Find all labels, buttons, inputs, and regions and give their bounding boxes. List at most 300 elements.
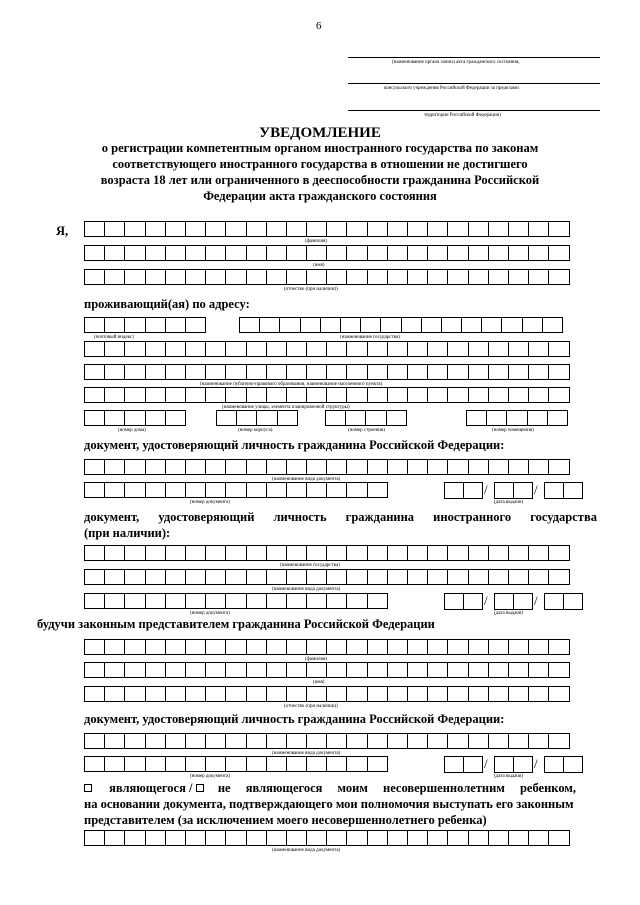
char-cell[interactable] [246, 545, 267, 561]
char-cell[interactable] [326, 387, 347, 403]
char-cell[interactable] [286, 245, 307, 261]
doc-foreign-date-day-1[interactable] [444, 593, 464, 610]
char-cell[interactable] [286, 482, 307, 498]
char-cell[interactable] [407, 639, 428, 655]
char-cell[interactable] [185, 756, 206, 772]
char-cell[interactable] [124, 387, 145, 403]
char-cell[interactable] [407, 221, 428, 237]
municipality-field-2[interactable] [84, 364, 570, 381]
char-cell[interactable] [527, 410, 548, 426]
char-cell[interactable] [306, 387, 327, 403]
char-cell[interactable] [104, 245, 125, 261]
char-cell[interactable] [246, 364, 267, 380]
char-cell[interactable] [387, 364, 408, 380]
char-cell[interactable] [225, 364, 246, 380]
char-cell[interactable] [225, 269, 246, 285]
char-cell[interactable] [407, 569, 428, 585]
char-cell[interactable] [205, 221, 226, 237]
char-cell[interactable] [508, 221, 529, 237]
char-cell[interactable] [407, 686, 428, 702]
doc-rf2-number-field[interactable] [84, 756, 388, 773]
char-cell[interactable] [346, 245, 367, 261]
char-cell[interactable] [528, 221, 549, 237]
char-cell[interactable] [165, 733, 186, 749]
char-cell[interactable] [145, 662, 166, 678]
char-cell[interactable] [145, 593, 166, 609]
rep-name-field[interactable] [84, 662, 570, 679]
char-cell[interactable] [185, 387, 206, 403]
char-cell[interactable] [225, 569, 246, 585]
char-cell[interactable] [84, 545, 105, 561]
char-cell[interactable] [346, 639, 367, 655]
char-cell[interactable] [367, 593, 388, 609]
char-cell[interactable] [346, 662, 367, 678]
char-cell[interactable] [407, 733, 428, 749]
char-cell[interactable] [387, 221, 408, 237]
char-cell[interactable] [528, 364, 549, 380]
char-cell[interactable] [468, 569, 489, 585]
char-cell[interactable] [528, 569, 549, 585]
char-cell[interactable] [145, 482, 166, 498]
char-cell[interactable] [246, 756, 267, 772]
char-cell[interactable] [508, 341, 529, 357]
char-cell[interactable] [84, 410, 105, 426]
char-cell[interactable] [488, 341, 509, 357]
char-cell[interactable] [387, 341, 408, 357]
doc-foreign-date-month-1[interactable] [494, 593, 514, 610]
char-cell[interactable] [427, 733, 448, 749]
char-cell[interactable] [104, 221, 125, 237]
char-cell[interactable] [286, 269, 307, 285]
char-cell[interactable] [205, 459, 226, 475]
char-cell[interactable] [367, 545, 388, 561]
char-cell[interactable] [266, 756, 287, 772]
char-cell[interactable] [508, 830, 529, 846]
char-cell[interactable] [326, 221, 347, 237]
char-cell[interactable] [326, 569, 347, 585]
char-cell[interactable] [508, 459, 529, 475]
char-cell[interactable] [387, 733, 408, 749]
char-cell[interactable] [407, 459, 428, 475]
char-cell[interactable] [205, 662, 226, 678]
char-cell[interactable] [528, 341, 549, 357]
char-cell[interactable] [447, 569, 468, 585]
char-cell[interactable] [528, 545, 549, 561]
char-cell[interactable] [225, 639, 246, 655]
char-cell[interactable] [488, 686, 509, 702]
char-cell[interactable] [427, 830, 448, 846]
char-cell[interactable] [488, 364, 509, 380]
char-cell[interactable] [427, 686, 448, 702]
char-cell[interactable] [266, 830, 287, 846]
char-cell[interactable] [104, 569, 125, 585]
char-cell[interactable] [185, 245, 206, 261]
char-cell[interactable] [427, 269, 448, 285]
char-cell[interactable] [488, 733, 509, 749]
char-cell[interactable] [407, 269, 428, 285]
char-cell[interactable] [528, 830, 549, 846]
char-cell[interactable] [367, 221, 388, 237]
char-cell[interactable] [124, 317, 145, 333]
char-cell[interactable] [286, 459, 307, 475]
char-cell[interactable] [246, 341, 267, 357]
char-cell[interactable] [145, 387, 166, 403]
doc-foreign-date-year-2[interactable] [563, 593, 583, 610]
char-cell[interactable] [266, 221, 287, 237]
doc-foreign-date-month-2[interactable] [513, 593, 533, 610]
char-cell[interactable] [326, 459, 347, 475]
char-cell[interactable] [528, 269, 549, 285]
char-cell[interactable] [300, 317, 321, 333]
char-cell[interactable] [225, 686, 246, 702]
char-cell[interactable] [104, 756, 125, 772]
char-cell[interactable] [205, 733, 226, 749]
doc-rf2-date-day-1[interactable] [444, 756, 464, 773]
char-cell[interactable] [185, 317, 206, 333]
char-cell[interactable] [205, 830, 226, 846]
char-cell[interactable] [185, 662, 206, 678]
char-cell[interactable] [468, 686, 489, 702]
char-cell[interactable] [246, 221, 267, 237]
char-cell[interactable] [367, 482, 388, 498]
char-cell[interactable] [104, 593, 125, 609]
char-cell[interactable] [266, 733, 287, 749]
char-cell[interactable] [326, 686, 347, 702]
char-cell[interactable] [427, 569, 448, 585]
char-cell[interactable] [447, 221, 468, 237]
doc-rf2-date-year-2[interactable] [563, 756, 583, 773]
char-cell[interactable] [246, 686, 267, 702]
char-cell[interactable] [104, 387, 125, 403]
char-cell[interactable] [246, 639, 267, 655]
char-cell[interactable] [548, 341, 569, 357]
char-cell[interactable] [84, 639, 105, 655]
char-cell[interactable] [488, 569, 509, 585]
char-cell[interactable] [205, 245, 226, 261]
char-cell[interactable] [346, 756, 367, 772]
char-cell[interactable] [165, 341, 186, 357]
char-cell[interactable] [447, 733, 468, 749]
char-cell[interactable] [326, 245, 347, 261]
char-cell[interactable] [165, 459, 186, 475]
char-cell[interactable] [225, 387, 246, 403]
doc-rf2-type-field[interactable] [84, 733, 570, 750]
status-doc-type-field[interactable] [84, 830, 570, 847]
char-cell[interactable] [286, 341, 307, 357]
char-cell[interactable] [326, 662, 347, 678]
char-cell[interactable] [266, 269, 287, 285]
char-cell[interactable] [259, 317, 280, 333]
char-cell[interactable] [84, 317, 105, 333]
char-cell[interactable] [185, 482, 206, 498]
char-cell[interactable] [286, 639, 307, 655]
char-cell[interactable] [548, 733, 569, 749]
char-cell[interactable] [306, 662, 327, 678]
char-cell[interactable] [104, 317, 125, 333]
char-cell[interactable] [145, 410, 166, 426]
char-cell[interactable] [508, 269, 529, 285]
char-cell[interactable] [306, 639, 327, 655]
char-cell[interactable] [346, 686, 367, 702]
rep-patronymic-field[interactable] [84, 686, 570, 703]
char-cell[interactable] [225, 341, 246, 357]
char-cell[interactable] [387, 387, 408, 403]
char-cell[interactable] [548, 830, 569, 846]
char-cell[interactable] [205, 639, 226, 655]
doc-rf2-date-month-1[interactable] [494, 756, 514, 773]
char-cell[interactable] [124, 593, 145, 609]
char-cell[interactable] [466, 410, 487, 426]
char-cell[interactable] [427, 221, 448, 237]
char-cell[interactable] [286, 569, 307, 585]
char-cell[interactable] [266, 341, 287, 357]
char-cell[interactable] [185, 686, 206, 702]
char-cell[interactable] [508, 569, 529, 585]
char-cell[interactable] [84, 221, 105, 237]
char-cell[interactable] [501, 317, 522, 333]
char-cell[interactable] [548, 245, 569, 261]
char-cell[interactable] [165, 686, 186, 702]
char-cell[interactable] [145, 269, 166, 285]
char-cell[interactable] [407, 387, 428, 403]
char-cell[interactable] [528, 459, 549, 475]
char-cell[interactable] [528, 639, 549, 655]
char-cell[interactable] [387, 569, 408, 585]
char-cell[interactable] [468, 733, 489, 749]
char-cell[interactable] [225, 733, 246, 749]
char-cell[interactable] [522, 317, 543, 333]
house-field[interactable] [84, 410, 186, 427]
char-cell[interactable] [421, 317, 442, 333]
char-cell[interactable] [104, 364, 125, 380]
room-field[interactable] [466, 410, 568, 427]
char-cell[interactable] [279, 317, 300, 333]
char-cell[interactable] [246, 387, 267, 403]
char-cell[interactable] [488, 221, 509, 237]
char-cell[interactable] [325, 410, 346, 426]
char-cell[interactable] [387, 830, 408, 846]
char-cell[interactable] [84, 593, 105, 609]
char-cell[interactable] [185, 459, 206, 475]
char-cell[interactable] [306, 733, 327, 749]
char-cell[interactable] [387, 245, 408, 261]
char-cell[interactable] [124, 569, 145, 585]
char-cell[interactable] [84, 364, 105, 380]
char-cell[interactable] [124, 662, 145, 678]
char-cell[interactable] [407, 341, 428, 357]
char-cell[interactable] [145, 569, 166, 585]
char-cell[interactable] [447, 341, 468, 357]
char-cell[interactable] [488, 387, 509, 403]
char-cell[interactable] [306, 221, 327, 237]
char-cell[interactable] [124, 364, 145, 380]
char-cell[interactable] [481, 317, 502, 333]
char-cell[interactable] [124, 545, 145, 561]
char-cell[interactable] [266, 639, 287, 655]
char-cell[interactable] [346, 387, 367, 403]
rep-surname-field[interactable] [84, 639, 570, 656]
char-cell[interactable] [246, 269, 267, 285]
char-cell[interactable] [367, 459, 388, 475]
char-cell[interactable] [84, 756, 105, 772]
char-cell[interactable] [286, 830, 307, 846]
char-cell[interactable] [286, 686, 307, 702]
char-cell[interactable] [340, 317, 361, 333]
char-cell[interactable] [84, 341, 105, 357]
char-cell[interactable] [407, 662, 428, 678]
char-cell[interactable] [185, 545, 206, 561]
char-cell[interactable] [286, 756, 307, 772]
char-cell[interactable] [346, 459, 367, 475]
building-field[interactable] [216, 410, 298, 427]
char-cell[interactable] [225, 245, 246, 261]
being-checkbox[interactable] [84, 784, 92, 792]
char-cell[interactable] [266, 593, 287, 609]
char-cell[interactable] [165, 317, 186, 333]
char-cell[interactable] [528, 733, 549, 749]
char-cell[interactable] [84, 482, 105, 498]
char-cell[interactable] [548, 662, 569, 678]
char-cell[interactable] [145, 459, 166, 475]
char-cell[interactable] [345, 410, 366, 426]
char-cell[interactable] [326, 482, 347, 498]
char-cell[interactable] [488, 459, 509, 475]
char-cell[interactable] [326, 733, 347, 749]
char-cell[interactable] [326, 545, 347, 561]
char-cell[interactable] [386, 410, 407, 426]
doc-rf-date-year-2[interactable] [563, 482, 583, 499]
char-cell[interactable] [145, 686, 166, 702]
char-cell[interactable] [165, 387, 186, 403]
char-cell[interactable] [286, 662, 307, 678]
char-cell[interactable] [306, 830, 327, 846]
char-cell[interactable] [104, 733, 125, 749]
char-cell[interactable] [360, 317, 381, 333]
char-cell[interactable] [104, 459, 125, 475]
char-cell[interactable] [346, 593, 367, 609]
char-cell[interactable] [326, 269, 347, 285]
char-cell[interactable] [306, 569, 327, 585]
char-cell[interactable] [225, 593, 246, 609]
char-cell[interactable] [427, 245, 448, 261]
doc-rf-date-month-1[interactable] [494, 482, 514, 499]
char-cell[interactable] [528, 662, 549, 678]
char-cell[interactable] [528, 686, 549, 702]
char-cell[interactable] [306, 686, 327, 702]
char-cell[interactable] [548, 639, 569, 655]
char-cell[interactable] [346, 221, 367, 237]
char-cell[interactable] [367, 733, 388, 749]
char-cell[interactable] [468, 459, 489, 475]
char-cell[interactable] [508, 545, 529, 561]
char-cell[interactable] [165, 830, 186, 846]
char-cell[interactable] [387, 686, 408, 702]
char-cell[interactable] [468, 221, 489, 237]
char-cell[interactable] [266, 662, 287, 678]
surname-field[interactable] [84, 221, 570, 238]
char-cell[interactable] [165, 593, 186, 609]
char-cell[interactable] [205, 569, 226, 585]
char-cell[interactable] [145, 545, 166, 561]
char-cell[interactable] [205, 482, 226, 498]
char-cell[interactable] [124, 482, 145, 498]
doc-rf2-date-month-2[interactable] [513, 756, 533, 773]
char-cell[interactable] [286, 387, 307, 403]
char-cell[interactable] [104, 686, 125, 702]
postcode-field[interactable] [84, 317, 206, 334]
doc-rf-date-day-2[interactable] [463, 482, 483, 499]
char-cell[interactable] [205, 387, 226, 403]
char-cell[interactable] [306, 482, 327, 498]
char-cell[interactable] [266, 686, 287, 702]
char-cell[interactable] [468, 662, 489, 678]
char-cell[interactable] [447, 662, 468, 678]
country-field[interactable] [239, 317, 563, 334]
char-cell[interactable] [246, 569, 267, 585]
char-cell[interactable] [326, 639, 347, 655]
char-cell[interactable] [205, 756, 226, 772]
char-cell[interactable] [326, 341, 347, 357]
char-cell[interactable] [165, 545, 186, 561]
char-cell[interactable] [306, 245, 327, 261]
char-cell[interactable] [205, 593, 226, 609]
char-cell[interactable] [508, 387, 529, 403]
char-cell[interactable] [488, 830, 509, 846]
char-cell[interactable] [104, 639, 125, 655]
char-cell[interactable] [84, 733, 105, 749]
char-cell[interactable] [387, 662, 408, 678]
char-cell[interactable] [488, 662, 509, 678]
char-cell[interactable] [225, 221, 246, 237]
char-cell[interactable] [165, 639, 186, 655]
char-cell[interactable] [185, 341, 206, 357]
char-cell[interactable] [326, 756, 347, 772]
char-cell[interactable] [468, 245, 489, 261]
char-cell[interactable] [165, 662, 186, 678]
char-cell[interactable] [104, 545, 125, 561]
char-cell[interactable] [266, 459, 287, 475]
char-cell[interactable] [367, 341, 388, 357]
char-cell[interactable] [447, 459, 468, 475]
patronymic-field[interactable] [84, 269, 570, 286]
doc-rf2-date-day-2[interactable] [463, 756, 483, 773]
char-cell[interactable] [84, 269, 105, 285]
doc-rf2-date-year-1[interactable] [544, 756, 564, 773]
char-cell[interactable] [165, 756, 186, 772]
char-cell[interactable] [205, 364, 226, 380]
char-cell[interactable] [427, 545, 448, 561]
char-cell[interactable] [266, 482, 287, 498]
char-cell[interactable] [165, 364, 186, 380]
char-cell[interactable] [387, 269, 408, 285]
char-cell[interactable] [346, 364, 367, 380]
char-cell[interactable] [367, 686, 388, 702]
char-cell[interactable] [427, 459, 448, 475]
doc-rf-date-month-2[interactable] [513, 482, 533, 499]
char-cell[interactable] [185, 569, 206, 585]
char-cell[interactable] [365, 410, 386, 426]
char-cell[interactable] [216, 410, 237, 426]
char-cell[interactable] [145, 733, 166, 749]
char-cell[interactable] [84, 387, 105, 403]
char-cell[interactable] [427, 662, 448, 678]
char-cell[interactable] [124, 221, 145, 237]
char-cell[interactable] [225, 545, 246, 561]
char-cell[interactable] [205, 545, 226, 561]
char-cell[interactable] [185, 639, 206, 655]
char-cell[interactable] [306, 364, 327, 380]
char-cell[interactable] [528, 387, 549, 403]
